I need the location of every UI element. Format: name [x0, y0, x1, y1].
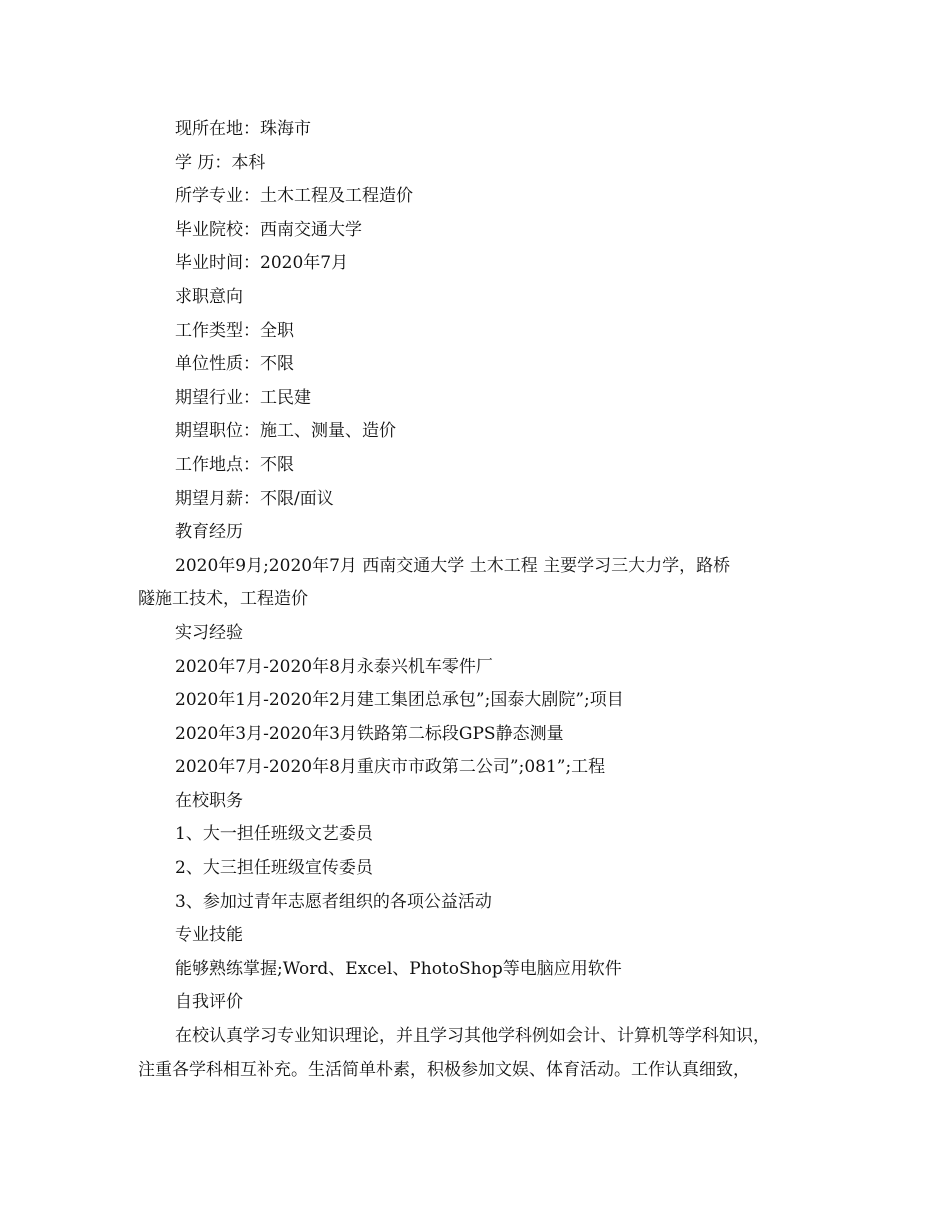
work-place: 工作地点：不限: [175, 454, 294, 475]
expected-industry: 期望行业：工民建: [175, 387, 311, 408]
campus-role-item: 3、参加过青年志愿者组织的各项公益活动: [175, 891, 492, 912]
internship-item: 2020年7月-2020年8月永泰兴机车零件厂: [175, 656, 493, 677]
campus-roles-heading: 在校职务: [175, 790, 243, 811]
job-intent-heading: 求职意向: [175, 286, 243, 307]
profile-graduation: 毕业时间：2020年7月: [175, 253, 349, 274]
campus-role-item: 2、大三担任班级宣传委员: [175, 858, 373, 879]
self-evaluation-line-1: 在校认真学习专业知识理论，并且学习其他学科例如会计、计算机等学科知识，: [175, 1026, 770, 1047]
employer-nature: 单位性质：不限: [175, 354, 294, 375]
expected-salary: 期望月薪：不限/面议: [175, 488, 334, 509]
internship-heading: 实习经验: [175, 622, 243, 643]
education-entry-line-2: 隧施工技术，工程造价: [138, 589, 308, 610]
profile-major: 所学专业：土木工程及工程造价: [175, 186, 413, 207]
internship-item: 2020年7月-2020年8月重庆市市政第二公司”;081”;工程: [175, 757, 606, 778]
self-evaluation-line-2: 注重各学科相互补充。生活简单朴素，积极参加文娱、体育活动。工作认真细致，: [138, 1059, 750, 1080]
skills-heading: 专业技能: [175, 925, 243, 946]
self-evaluation-heading: 自我评价: [175, 992, 243, 1013]
internship-item: 2020年3月-2020年3月铁路第二标段GPS静态测量: [175, 723, 564, 744]
campus-role-item: 1、大一担任班级文艺委员: [175, 824, 373, 845]
skills-text: 能够熟练掌握;Word、Excel、PhotoShop等电脑应用软件: [175, 958, 622, 979]
resume-content: [138, 113, 828, 1087]
education-history-heading: 教育经历: [175, 522, 243, 543]
education-entry-line-1: 2020年9月;2020年7月 西南交通大学 土木工程 主要学习三大力学，路桥: [175, 555, 731, 576]
job-type: 工作类型：全职: [175, 320, 294, 341]
profile-education: 学 历：本科: [175, 152, 266, 173]
self-evaluation-text: [138, 1020, 828, 1087]
profile-school: 毕业院校：西南交通大学: [175, 219, 362, 240]
profile-location: 现所在地：珠海市: [175, 119, 311, 139]
internship-item: 2020年1月-2020年2月建工集团总承包”;国泰大剧院”;项目: [175, 690, 624, 711]
expected-position: 期望职位：施工、测量、造价: [175, 421, 396, 442]
education-history-entry: [138, 550, 828, 617]
